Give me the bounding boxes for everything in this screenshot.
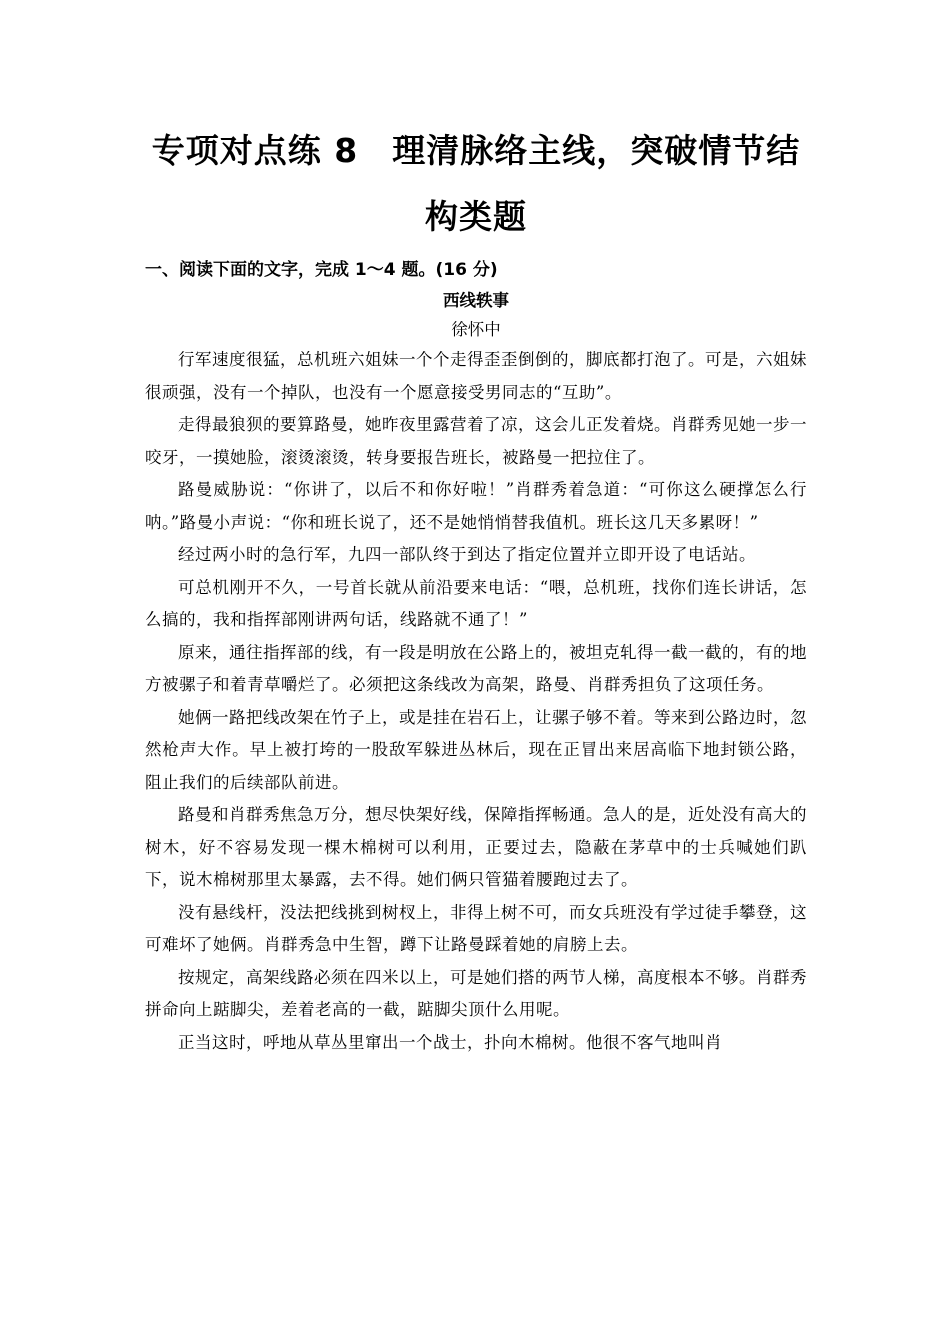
document-page — [145, 118, 807, 1059]
section-heading: 一、阅读下面的文字，完成 1～4 题。(16 分) — [145, 260, 498, 280]
paragraph: 行军速度很猛，总机班六姐妹一个个走得歪歪倒倒的，脚底都打泡了。可是，六姐妹很顽强，没有一个掉队，也没有一个愿意接受男同志的“互助”。 — [145, 350, 807, 402]
story-author: 徐怀中 — [451, 320, 501, 339]
paragraph: 没有悬线杆，没法把线挑到树杈上，非得上树不可，而女兵班没有学过徒手攀登，这可难坏了她俩。肖群秀急中生智，蹲下让路曼踩着她的肩膀上去。 — [145, 902, 807, 954]
paragraph: 路曼和肖群秀焦急万分，想尽快架好线，保障指挥畅通。急人的是，近处没有高大的树木，好不容易发现一棵木棉树可以利用，正要过去，隐蔽在茅草中的士兵喊她们趴下，说木棉树那里太暴露，去不得。她们俩只管猫着腰跑过去了。 — [145, 805, 807, 889]
paragraph: 路曼威胁说：“你讲了，以后不和你好啦！”肖群秀着急道：“可你这么硬撑怎么行呐。”路曼小声说：“你和班长说了，还不是她悄悄替我值机。班长这几天多累呀！” — [145, 480, 807, 532]
story-title: 西线轶事 — [443, 291, 509, 310]
document-title-line-2: 构类题 — [425, 197, 527, 236]
paragraph: 正当这时，呼地从草丛里窜出一个战士，扑向木棉树。他很不客气地叫肖 — [178, 1032, 722, 1052]
document-title — [145, 118, 807, 250]
paragraph: 经过两小时的急行军，九四一部队终于到达了指定位置并立即开设了电话站。 — [178, 545, 756, 564]
paragraph: 可总机刚开不久，一号首长就从前沿要来电话：“喂，总机班，找你们连长讲话，怎么搞的，我和指挥部刚讲两句话，线路就不通了！” — [145, 577, 807, 629]
story-body — [145, 344, 807, 1059]
paragraph: 原来，通往指挥部的线，有一段是明放在公路上的，被坦克轧得一截一截的，有的地方被骡子和着青草嚼烂了。必须把这条线改为高架，路曼、肖群秀担负了这项任务。 — [145, 642, 807, 694]
paragraph: 按规定，高架线路必须在四米以上，可是她们搭的两节人梯，高度根本不够。肖群秀拼命向上踮脚尖，差着老高的一截，踮脚尖顶什么用呢。 — [145, 967, 807, 1019]
paragraph: 她俩一路把线改架在竹子上，或是挂在岩石上，让骡子够不着。等来到公路边时，忽然枪声大作。早上被打垮的一股敌军躲进丛林后，现在正冒出来居高临下地封锁公路，阻止我们的后续部队前进。 — [145, 707, 807, 792]
paragraph: 走得最狼狈的要算路曼，她昨夜里露营着了凉，这会儿正发着烧。肖群秀见她一步一咬牙，一摸她脸，滚烫滚烫，转身要报告班长，被路曼一把拉住了。 — [145, 415, 807, 467]
document-title-line-1: 专项对点练 8 理清脉络主线，突破情节结 — [151, 131, 801, 170]
